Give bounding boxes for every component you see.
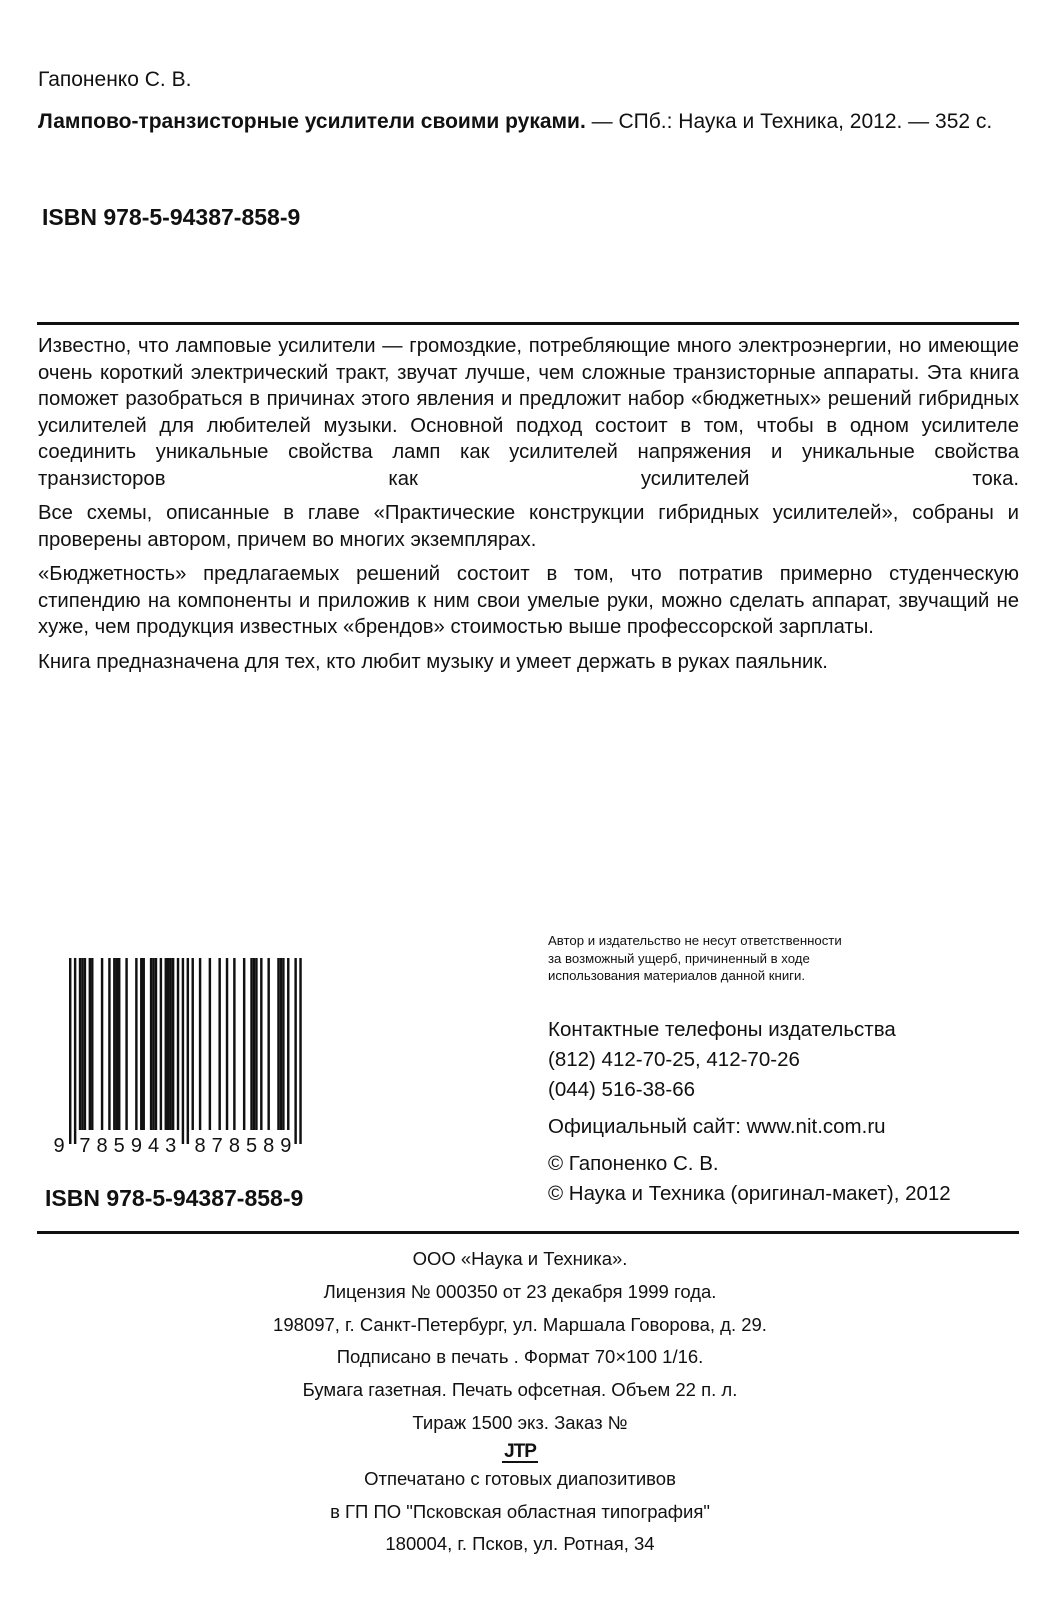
barcode-guard-bar xyxy=(69,958,71,1144)
annotation xyxy=(38,333,1019,683)
barcode-bar xyxy=(91,958,93,1130)
barcode-bar xyxy=(209,958,211,1130)
barcode-digit: 9 xyxy=(280,1135,292,1157)
barcode-bar xyxy=(155,958,157,1130)
barcode-guard-bar xyxy=(294,958,296,1144)
barcode-digit: 7 xyxy=(211,1135,223,1157)
barcode-bar xyxy=(135,958,137,1130)
imprint xyxy=(200,1243,840,1561)
bibliographic-record xyxy=(38,104,1018,140)
barcode-digit: 4 xyxy=(147,1135,160,1157)
isbn-top: ISBN 978-5-94387-858-9 xyxy=(42,204,301,230)
barcode-bar xyxy=(167,958,169,1130)
disclaimer-line: использования материалов данной книги. xyxy=(548,968,806,983)
barcode-bar xyxy=(84,958,86,1130)
imprint-circulation: Тираж 1500 экз. Заказ № xyxy=(412,1411,628,1433)
barcode-bar xyxy=(199,958,201,1130)
barcode xyxy=(53,958,311,1158)
copyright-publisher: © Наука и Техника (оригинал-макет), 2012 xyxy=(548,1182,951,1205)
barcode-digit: 8 xyxy=(263,1135,275,1157)
contacts-heading: Контактные телефоны издательства xyxy=(548,1018,896,1041)
isbn-bottom: ISBN 978-5-94387-858-9 xyxy=(45,1185,304,1211)
barcode-bar xyxy=(152,958,154,1130)
barcode-digit: 8 xyxy=(228,1135,240,1157)
barcode-bar xyxy=(260,958,262,1130)
barcode-bar xyxy=(118,958,120,1130)
phone-number: (044) 516-38-66 xyxy=(548,1078,696,1101)
printer-logo: JTP xyxy=(504,1440,536,1462)
contacts-block xyxy=(548,1015,1018,1209)
barcode-bar xyxy=(277,958,279,1130)
barcode-bar xyxy=(192,958,194,1130)
barcode-digit: 5 xyxy=(245,1135,258,1157)
barcode-bar xyxy=(267,958,269,1130)
imprint-publisher: ООО «Наука и Техника». xyxy=(412,1248,628,1269)
copyright-author: © Гапоненко С. В. xyxy=(548,1152,719,1175)
barcode-guard-bar xyxy=(74,958,76,1144)
imprint-address: 198097, г. Санкт-Петербург, ул. Маршала Говорова, д. 29. xyxy=(273,1313,767,1335)
book-title: Лампово-транзисторные усилители своими руками. xyxy=(38,110,586,133)
author-name: Гапоненко С. В. xyxy=(38,68,192,91)
divider-top xyxy=(37,322,1019,325)
barcode-bar xyxy=(280,958,282,1130)
barcode-bar xyxy=(160,958,162,1130)
barcode-bar xyxy=(89,958,91,1130)
barcode-bar xyxy=(253,958,255,1130)
barcode-bar xyxy=(177,958,179,1130)
barcode-guard-bar xyxy=(187,958,189,1144)
barcode-bar xyxy=(287,958,289,1130)
barcode-bar xyxy=(143,958,145,1130)
barcode-bar xyxy=(233,958,235,1130)
disclaimer xyxy=(548,932,1018,985)
disclaimer-line: за возможный ущерб, причиненный в ходе xyxy=(548,950,810,966)
barcode-bar xyxy=(226,958,228,1130)
imprint-printed: Отпечатано с готовых диапозитивов xyxy=(364,1467,676,1489)
barcode-guard-bar xyxy=(299,958,301,1144)
annotation-paragraph: «Бюджетность» предлагаемых решений состоит в том, что потратив примерно студенческую стипендию на компоненты и приложив к ним свои умелые руки, можно сделать аппарат, звучащий не хуже, чем продукция известных «брендов» стоимостью выше профессорской зарплаты. xyxy=(38,563,1019,638)
barcode-digit: 8 xyxy=(194,1135,206,1157)
barcode-bar xyxy=(165,958,167,1130)
barcode-bar xyxy=(140,958,142,1130)
barcode-digit: 8 xyxy=(96,1135,108,1157)
barcode-digit: 3 xyxy=(165,1135,177,1157)
imprint-signed: Подписано в печать . Формат 70×100 1/16. xyxy=(336,1346,704,1368)
barcode-bar xyxy=(282,958,284,1130)
barcode-digit: 9 xyxy=(130,1135,142,1157)
annotation-paragraph: Все схемы, описанные в главе «Практические конструкции гибридных усилителей», собраны и проверены автором, причем во многих экземплярах. xyxy=(38,502,1019,551)
barcode-bar xyxy=(255,958,257,1130)
barcode-digit: 5 xyxy=(113,1135,125,1157)
imprint-license: Лицензия № 000350 от 23 декабря 1999 года. xyxy=(323,1280,717,1302)
imprint-paper: Бумага газетная. Печать офсетная. Объем 22 п. л. xyxy=(302,1379,738,1401)
barcode-bar xyxy=(125,958,127,1130)
phone-number: (812) 412-70-25, 412-70-26 xyxy=(548,1048,800,1071)
disclaimer-line: Автор и издательство не несут ответственности xyxy=(548,933,842,948)
barcode-bar xyxy=(218,958,220,1130)
annotation-paragraph: Известно, что ламповые усилители — громоздкие, потребляющие много электроэнергии, но имеющие очень короткий электрический тракт, звучат лучше, чем сложные транзисторные аппараты. Эта книга поможет разобраться в причинах этого явления и предложит набор «бюджетных» решений гибридных усилителей для любителей музыки. Основной подход состоит в том, чтобы в одном усилителе соединить уникальные свойства ламп как усилителей напряжения и уникальные свойства транзисторов как усилителей тока. xyxy=(38,335,1019,490)
barcode-bar xyxy=(79,958,81,1130)
imprint-printer-address: 180004, г. Псков, ул. Ротная, 34 xyxy=(385,1533,655,1555)
barcode-bar xyxy=(243,958,245,1130)
barcode-bar xyxy=(169,958,171,1130)
barcode-bar xyxy=(101,958,103,1130)
barcode-bar xyxy=(150,958,152,1130)
barcode-bar xyxy=(116,958,118,1130)
barcode-digit: 9 xyxy=(53,1135,65,1157)
publication-info: — СПб.: Наука и Техника, 2012. — 352 с. xyxy=(585,110,993,133)
barcode-bar xyxy=(250,958,252,1130)
barcode-bar xyxy=(113,958,115,1130)
barcode-bar xyxy=(81,958,83,1130)
barcode-graphic xyxy=(53,958,311,1158)
barcode-bar xyxy=(172,958,174,1130)
barcode-digit: 7 xyxy=(79,1135,91,1157)
barcode-bar xyxy=(108,958,110,1130)
website: Официальный сайт: www.nit.com.ru xyxy=(548,1115,886,1138)
barcode-guard-bar xyxy=(182,958,184,1144)
imprint-printer-name: в ГП ПО "Псковская областная типография" xyxy=(330,1500,710,1522)
divider-bottom xyxy=(37,1231,1019,1234)
annotation-paragraph: Книга предназначена для тех, кто любит музыку и умеет держать в руках паяльник. xyxy=(38,650,828,673)
